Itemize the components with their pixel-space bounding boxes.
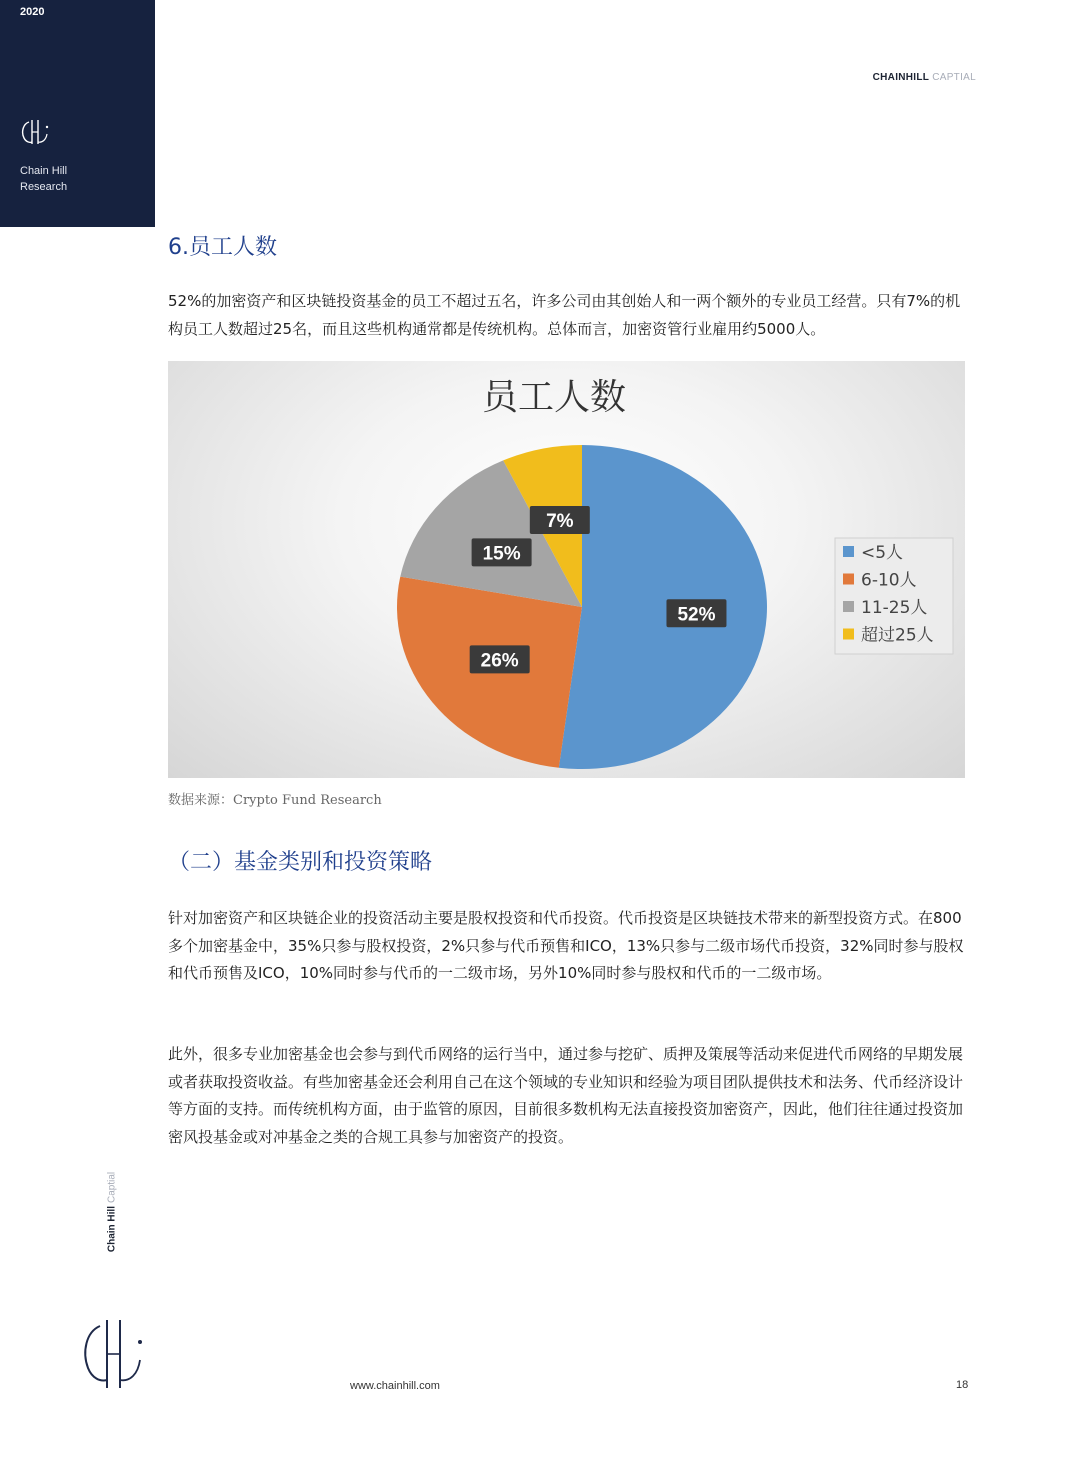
pie-data-label-text-0: 52% (677, 604, 716, 626)
pie-chart-svg (168, 361, 965, 778)
legend-label-1: 6-10人 (861, 570, 917, 591)
legend-swatch-3 (843, 629, 854, 640)
section-title-fund-strategy: （二）基金类别和投资策略 (168, 850, 433, 875)
fund-strategy-paragraph-2: 此外，很多专业加密基金也会参与到代币网络的运行当中，通过参与挖矿、质押及策展等活动来促进代币网络的早期发展或者获取投资收益。有些加密基金还会利用自己在这个领域的专业知识和经验为项目团队提供技术和法务、代币经济设计等方面的支持。而传统机构方面，由于监管的原因，目前很多数机构无法直接投资加密资产，因此，他们往往通过投资加密风投基金或对冲基金之类的合规工具参与加密资产的投资。 (168, 1045, 964, 1146)
vertical-brand-light: Captial (106, 1171, 118, 1204)
sidebar-brand-line2: Research (20, 181, 68, 193)
pie-data-label-2 (472, 538, 532, 566)
data-source: 数据来源：Crypto Fund Research (168, 793, 382, 808)
pie-data-label-0 (666, 599, 726, 627)
pie-data-label-text-2: 15% (482, 543, 521, 565)
vertical-brand (107, 1172, 118, 1252)
pie-data-label-1 (470, 645, 530, 673)
pie-chart-employees (168, 361, 965, 778)
pie-data-label-text-3: 7% (546, 511, 574, 533)
top-brand-bold: CHAINHILL (872, 72, 930, 83)
employees-paragraph: 52%的加密资产和区块链投资基金的员工不超过五名，许多公司由其创始人和一两个额外的专业员工经营。只有7%的机构员工人数超过25名，而且这些机构通常都是传统机构。总体而言，加密资管行业雇用约5000人。 (168, 292, 961, 338)
top-brand-light: CAPTIAL (932, 72, 976, 83)
legend-swatch-0 (843, 546, 854, 557)
legend-swatch-1 (843, 574, 854, 585)
sidebar-brand-text (20, 163, 67, 195)
sidebar-brand-panel (0, 0, 155, 227)
pie-data-label-text-1: 26% (480, 650, 519, 672)
legend-label-2: 11-25人 (861, 598, 928, 618)
page-number: 18 (956, 1379, 969, 1391)
footer-url: www.chainhill.com (350, 1380, 440, 1392)
report-year: 2020 (20, 6, 45, 18)
vertical-brand-bold: Chain Hill (106, 1206, 118, 1253)
legend-label-3: 超过25人 (861, 625, 934, 646)
sidebar-brand-line1: Chain Hill (20, 165, 68, 177)
legend-swatch-2 (843, 601, 854, 612)
top-brand (873, 72, 976, 83)
pie-data-label-3 (530, 506, 590, 534)
pie-slice-0 (559, 445, 767, 769)
section-title-employees: 6.员工人数 (168, 235, 277, 260)
chain-hill-logo-large-icon (80, 1318, 148, 1394)
fund-strategy-paragraph-1: 针对加密资产和区块链企业的投资活动主要是股权投资和代币投资。代币投资是区块链技术带来的新型投资方式。在800多个加密基金中，35%只参与股权投资，2%只参与代币预售和ICO，13%只参与二级市场代币投资，32%同时参与股权和代币预售及ICO，10%同时参与代币的一二级市场，另外10%同时参与股权和代币的一二级市场。 (168, 909, 964, 982)
chain-hill-logo-icon (20, 118, 50, 150)
chart-title: 员工人数 (481, 377, 627, 418)
legend-label-0: <5人 (861, 543, 904, 563)
